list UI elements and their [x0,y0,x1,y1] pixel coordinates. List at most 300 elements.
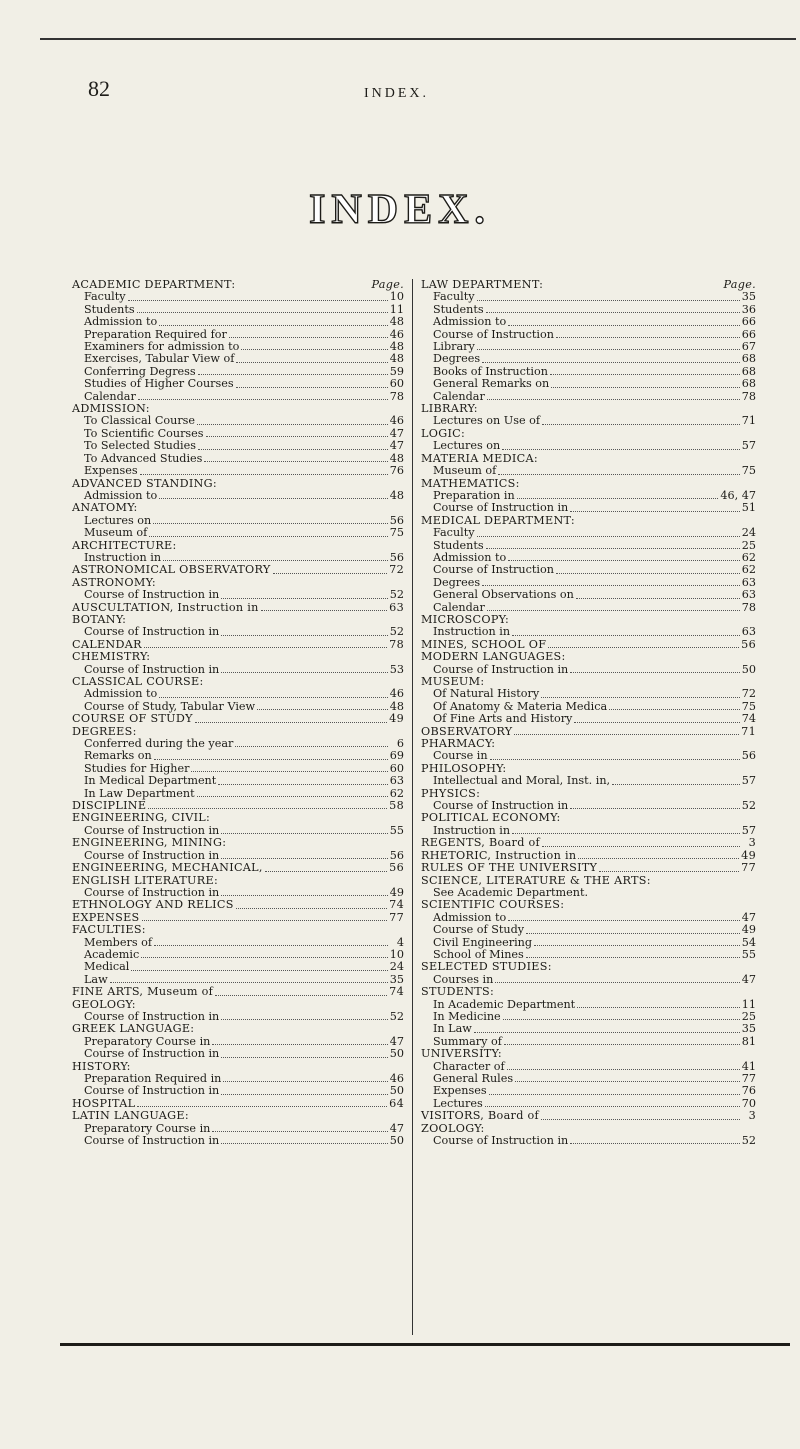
page-ref: 72 [389,563,404,577]
dot-leader [574,722,739,723]
entry-label: DEGREES: [72,724,137,738]
entry-label: Preparation in [433,488,515,502]
dot-leader [485,1106,740,1107]
page-ref: 66 [741,327,756,341]
column-divider [412,279,413,1335]
dot-leader [507,1069,740,1070]
dot-leader [576,598,740,599]
entry-label: General Rules [433,1072,514,1085]
index-entry [72,291,404,303]
index-entry [421,353,756,365]
dot-leader [490,759,740,760]
page-column-label: Page. [723,278,756,291]
page-ref: 10 [389,290,404,304]
page-ref: 75 [741,464,756,478]
page-ref: 52 [741,1134,756,1148]
entry-label: Course of Instruction in [84,1134,220,1148]
index-heading [421,1048,756,1060]
entry-label: ACADEMIC DEPARTMENT: [72,278,236,291]
dot-leader [221,1019,388,1020]
index-heading [421,862,756,874]
dot-leader [508,920,740,921]
index-entry [421,713,756,725]
entry-label: Conferred during the year [84,737,234,751]
entry-label: Course of Instruction in [433,662,569,676]
entry-label: Admission to [433,910,507,924]
entry-label: In Medicine [433,1009,501,1023]
entry-label: Instruction in [433,625,511,639]
index-heading [72,651,404,663]
dot-leader [542,424,740,425]
dot-leader [487,399,740,400]
entry-label: Studies for Higher [84,761,190,775]
page-ref: 66 [741,315,756,329]
page-ref: 52 [389,1009,404,1023]
page-ref: 50 [389,1084,404,1098]
dot-leader [512,635,740,636]
page-ref: 63 [389,774,404,788]
page-ref: 74 [741,712,756,726]
dot-leader [550,374,740,375]
index-entry [421,688,756,700]
dot-leader [265,871,387,872]
page-ref: 74 [389,898,404,912]
dot-leader [508,560,740,561]
page-ref: 57 [741,823,756,837]
page-ref: 63 [389,600,404,614]
entry-label: ARCHITECTURE: [72,538,177,552]
page-ref: 62 [741,563,756,577]
page-ref: 24 [389,960,404,974]
dot-leader [198,449,388,450]
page-ref: 25 [741,1009,756,1023]
page-ref: 55 [741,947,756,961]
entry-label: MINES, SCHOOL OF [421,637,547,651]
entry-label: Preparation Required in [84,1072,222,1085]
page-ref: 62 [741,550,756,564]
dot-leader [526,933,740,934]
dot-leader [570,672,740,673]
page-ref: 63 [741,575,756,589]
entry-label: Medical [84,960,130,974]
index-entry [421,440,756,452]
dot-leader [502,449,740,450]
index-heading [72,837,404,849]
index-entry [72,750,404,762]
entry-label: Character of [433,1059,505,1073]
index-entry [421,527,756,539]
entry-label: In Law [433,1022,472,1036]
index-heading [72,713,404,725]
dot-leader [487,610,740,611]
dot-leader [159,325,388,326]
entry-label: Course of Instruction in [433,799,569,813]
dot-leader [221,1094,388,1095]
page-ref: 25 [741,538,756,552]
entry-label: Lectures [433,1096,483,1110]
entry-label: Intellectual and Moral, Inst. in, [433,774,611,788]
page-ref: 48 [389,451,404,465]
entry-label: GREEK LANGUAGE: [72,1022,195,1036]
entry-label: Course of Instruction in [84,625,220,639]
page-ref: 77 [389,910,404,924]
dot-leader [486,312,740,313]
page-ref: 57 [741,439,756,453]
entry-label: Course of Instruction in [84,1047,220,1061]
entry-label: In Medical Department [84,774,217,788]
entry-label: PHILOSOPHY: [421,761,507,775]
entry-label: See Academic Department. [433,885,589,899]
entry-label: Course of Instruction in [433,501,569,515]
entry-label: General Observations on [433,588,574,602]
page-ref: 77 [741,1072,756,1085]
dot-leader [482,585,740,586]
page-ref: 10 [389,947,404,961]
entry-label: ENGINEERING, CIVIL: [72,811,211,825]
dot-leader [148,808,387,809]
dot-leader [570,1143,740,1144]
entry-label: ASTRONOMICAL OBSERVATORY [72,563,271,577]
dot-leader [206,436,388,437]
page-ref: 6 [396,737,404,751]
dot-leader [140,474,388,475]
entry-label: Students [84,302,135,316]
entry-label: MODERN LANGUAGES: [421,650,566,664]
dot-leader [556,337,740,338]
entry-label: AUSCULTATION, Instruction in [72,600,259,614]
page-ref: 60 [389,761,404,775]
entry-label: ENGINEERING, MECHANICAL, [72,861,263,875]
page-ref: 49 [741,923,756,937]
page-ref: 3 [748,1109,756,1123]
entry-label: Law [84,972,108,986]
dot-leader [137,1106,387,1107]
page-ref: 46 [389,414,404,428]
dot-leader [609,709,740,710]
running-head: INDEX. [364,86,430,101]
page-ref: 4 [396,935,404,949]
index-heading [421,1110,756,1122]
page-ref: 56 [389,513,404,527]
entry-label: Conferring Degress [84,364,196,378]
entry-label: PHARMACY: [421,737,496,751]
page-ref: 3 [748,836,756,850]
entry-label: Of Natural History [433,687,540,701]
dot-leader [221,858,388,859]
entry-label: LATIN LANGUAGE: [72,1109,189,1123]
index-heading [421,812,756,824]
entry-label: Course of Instruction in [84,1084,220,1098]
entry-label: Admission to [84,488,158,502]
dot-leader [578,858,739,859]
page-ref: 76 [741,1084,756,1098]
entry-label: Course of Instruction in [433,1134,569,1148]
entry-label: RHETORIC, Instruction in [421,848,577,862]
index-heading [72,899,404,911]
entry-label: Degrees [433,352,481,366]
dot-leader [599,871,739,872]
index-entry [72,378,404,390]
dot-leader [570,808,740,809]
index-entry [421,564,756,576]
entry-label: Faculty [433,290,475,304]
entry-label: MATERIA MEDICA: [421,451,538,465]
index-heading [72,502,404,514]
page-ref: 63 [741,625,756,639]
entry-label: Admission to [433,550,507,564]
entry-label: To Selected Studies [84,439,196,453]
dot-leader [526,957,740,958]
entry-label: SELECTED STUDIES: [421,960,552,974]
page-ref: 52 [389,625,404,639]
index-entry [72,415,404,427]
dot-leader [541,697,740,698]
dot-leader [504,1044,740,1045]
entry-label: CALENDAR [72,637,142,651]
entry-label: FINE ARTS, Museum of [72,985,214,999]
dot-leader [229,337,388,338]
page-ref: 56 [741,637,756,651]
index-entry [421,589,756,601]
page-ref: 47 [741,972,756,986]
dot-leader [215,995,387,996]
entry-label: ADMISSION: [72,402,150,416]
page-ref: 46 [389,1072,404,1085]
index-entry [421,775,756,787]
page-ref: 76 [389,464,404,478]
dot-leader [212,1131,387,1132]
dot-leader [612,784,740,785]
page-ref: 48 [389,340,404,354]
page-ref: 48 [389,352,404,366]
page-ref: 78 [741,389,756,403]
dot-leader [142,920,388,921]
index-entry [421,626,756,638]
page-ref: 78 [741,600,756,614]
page-ref: 50 [389,1134,404,1148]
entry-label: REGENTS, Board of [421,836,540,850]
entry-label: Calendar [433,600,485,614]
dot-leader [241,349,387,350]
page-ref: 47 [389,439,404,453]
dot-leader [191,771,387,772]
index-entry [421,291,756,303]
index-heading [72,1110,404,1122]
index-column-right [421,279,756,1147]
entry-label: Course of Instruction [433,327,554,341]
entry-label: Preparatory Course in [84,1121,211,1135]
page-ref: 48 [389,315,404,329]
entry-label: Of Anatomy & Materia Medica [433,699,608,713]
index-heading [421,986,756,998]
entry-label: Instruction in [84,550,162,564]
dot-leader [515,1081,740,1082]
page-ref: 35 [389,972,404,986]
dot-leader [541,1119,740,1120]
dot-leader [503,1019,740,1020]
entry-label: POLITICAL ECONOMY: [421,811,561,825]
index-heading [72,812,404,824]
page-ref: 51 [741,501,756,515]
page-ref: 56 [389,550,404,564]
entry-label: Books of Instruction [433,364,548,378]
index-heading [72,924,404,936]
index-entry [421,1023,756,1035]
dot-leader [197,424,388,425]
entry-label: Course of Instruction in [84,588,220,602]
page-ref: 41 [741,1059,756,1073]
dot-leader [221,598,388,599]
entry-label: Examiners for admission to [84,340,240,354]
entry-label: ENGINEERING, MINING: [72,836,227,850]
page-ref: 54 [741,935,756,949]
dot-leader [261,610,387,611]
entry-label: ETHNOLOGY AND RELICS [72,898,234,912]
dot-leader [144,647,387,648]
entry-label: Calendar [433,389,485,403]
page-ref: 55 [389,823,404,837]
bottom-rule [60,1343,790,1346]
index-heading [421,961,756,973]
entry-label: To Scientific Courses [84,426,204,440]
page-ref: 47 [389,1121,404,1135]
page-ref: 71 [741,414,756,428]
entry-label: Summary of [433,1034,502,1048]
entry-label: Expenses [433,1084,487,1098]
page-ref: 47 [741,910,756,924]
dot-leader [212,1044,387,1045]
page-ref: 49 [389,712,404,726]
dot-leader [542,846,740,847]
entry-label: Admission to [84,687,158,701]
entry-label: Preparatory Course in [84,1034,211,1048]
entry-label: Course of Study, Tabular View [84,699,256,713]
entry-label: MUSEUM: [421,675,485,688]
page-ref: 64 [389,1096,404,1110]
dot-leader [477,300,740,301]
dot-leader [138,399,388,400]
entry-label: Course of Instruction in [84,1009,220,1023]
dot-leader [221,1143,388,1144]
index-heading [72,986,404,998]
dot-leader [197,796,388,797]
page-ref: 56 [741,749,756,763]
entry-label: Museum of [433,464,497,478]
dot-leader [204,461,387,462]
entry-label: Preparation Required for [84,327,227,341]
entry-label: Course of Study [433,923,525,937]
dot-leader [236,387,388,388]
page-ref: 59 [389,364,404,378]
page-number: 82 [88,76,110,101]
entry-label: Degrees [433,575,481,589]
dot-leader [534,945,740,946]
dot-leader [551,387,740,388]
index-entry [72,961,404,973]
entry-label: EXPENSES [72,910,140,924]
page-ref: 75 [389,526,404,540]
entry-label: COURSE OF STUDY [72,712,193,726]
index-heading [72,1023,404,1035]
dot-leader [498,474,739,475]
entry-label: Lectures on [433,439,501,453]
index-entry [421,750,756,762]
dot-leader [221,833,388,834]
entry-label: Instruction in [433,823,511,837]
page-ref: 50 [389,1047,404,1061]
index-entry [421,1135,756,1147]
index-entry [72,688,404,700]
entry-label: SCIENTIFIC COURSES: [421,898,565,912]
page-ref: 67 [741,340,756,354]
page-ref: 72 [741,687,756,701]
page-ref: 47 [389,1034,404,1048]
page-ref: 77 [741,861,756,875]
page-ref: 46, 47 [720,488,756,502]
entry-label: To Classical Course [84,414,196,428]
index-entry [72,1048,404,1060]
page-ref: 75 [741,699,756,713]
entry-label: LIBRARY: [421,402,478,416]
entry-label: LAW DEPARTMENT: [421,278,544,291]
entry-label: STUDENTS: [421,985,495,999]
index-entry [72,1085,404,1097]
index-entry [421,465,756,477]
entry-label: FACULTIES: [72,923,146,937]
index-entry [72,316,404,328]
dot-leader [221,895,388,896]
index-entry [421,502,756,514]
entry-label: RULES OF THE UNIVERSITY [421,861,598,875]
page-ref: 69 [389,749,404,763]
dot-leader [128,300,388,301]
dot-leader [141,957,388,958]
entry-label: HISTORY: [72,1059,131,1073]
dot-leader [221,635,388,636]
dot-leader [482,362,740,363]
page-ref: 35 [741,1022,756,1036]
entry-label: Library [433,340,475,354]
page-ref: 36 [741,302,756,316]
entry-label: BOTANY: [72,612,127,626]
entry-label: Expenses [84,464,138,478]
entry-label: UNIVERSITY: [421,1047,502,1061]
page-title: INDEX. [309,187,491,233]
entry-label: ASTRONOMY: [72,575,156,589]
index-heading [72,564,404,576]
entry-label: Course of Instruction [433,563,554,577]
dot-leader [477,536,740,537]
entry-label: SCIENCE, LITERATURE & THE ARTS: [421,873,651,887]
dot-leader [159,697,388,698]
page-ref: 11 [389,302,404,316]
entry-label: Lectures on [84,513,152,527]
entry-label: Course of Instruction in [84,885,220,899]
entry-label: ANATOMY: [72,501,138,515]
dot-leader [163,560,388,561]
entry-label: Faculty [84,290,126,304]
entry-label: GEOLOGY: [72,997,136,1011]
page-ref: 71 [741,724,756,738]
dot-leader [137,312,388,313]
entry-label: OBSERVATORY [421,724,513,738]
entry-label: Of Fine Arts and History [433,712,573,726]
index-entry [421,924,756,936]
entry-label: ADVANCED STANDING: [72,476,217,490]
page-ref: 47 [389,426,404,440]
page-ref: 24 [741,526,756,540]
entry-label: MICROSCOPY: [421,612,510,626]
